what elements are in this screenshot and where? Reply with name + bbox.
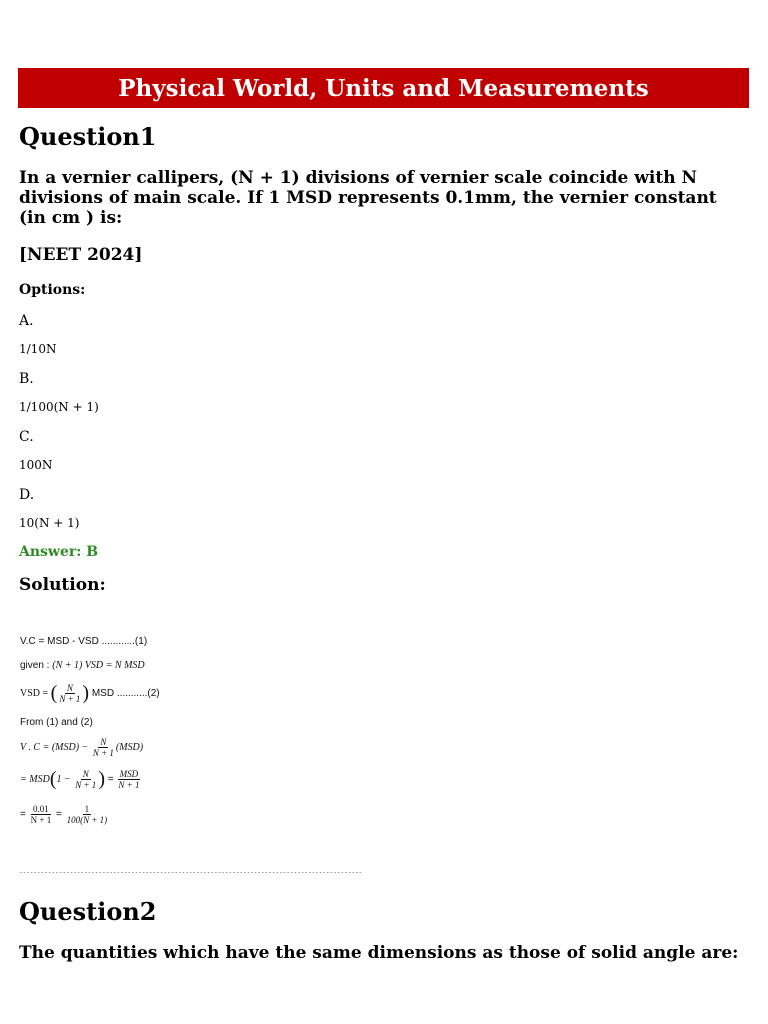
answer-label: Answer: B	[19, 544, 99, 560]
option-b-letter: B.	[19, 371, 34, 387]
solution-line-6-mid: 1 −	[56, 774, 74, 786]
solution-line-5-fraction	[91, 737, 116, 758]
solution-line-7	[20, 804, 109, 825]
solution-line-5	[20, 737, 143, 758]
solution-figure	[20, 632, 200, 837]
fraction-denominator: N + 1	[30, 815, 52, 825]
solution-title: Solution:	[19, 575, 106, 595]
fraction-numerator: N	[100, 737, 107, 747]
fraction-numerator: N	[66, 683, 73, 693]
exam-tag: [NEET 2024]	[19, 245, 143, 265]
solution-line-6: = MSD(1 − $\frac{N}{N + 1}$ ) = $\frac{\text{MSD}}{N + 1}$	[20, 768, 140, 790]
solution-line-5-lhs: V . C = (MSD) −	[20, 742, 91, 754]
question1-title: Question1	[19, 122, 157, 151]
fraction-denominator: N + 1	[118, 780, 140, 790]
section-divider: -----------------------------------------------------------------------------------------------	[19, 869, 363, 876]
fraction-numerator: 0.01	[33, 804, 49, 814]
fraction-numerator: N	[82, 769, 89, 779]
solution-line-2-label: given :	[20, 660, 53, 671]
fraction-numerator: MSD	[119, 769, 139, 779]
solution-line-6-fraction-a	[73, 769, 98, 790]
solution-line-7-fraction-b	[65, 804, 110, 825]
option-c-text: 100N	[19, 458, 53, 472]
page-title: Physical World, Units and Measurements	[118, 74, 649, 102]
fraction-denominator: N + 1	[75, 780, 97, 790]
solution-line-7-equals-2: =	[53, 809, 65, 821]
solution-line-5-rhs: (MSD)	[115, 742, 144, 754]
solution-line-3-rhs: MSD ...........(2)	[89, 688, 160, 700]
option-c-letter: C.	[19, 429, 34, 445]
options-label: Options:	[19, 282, 86, 298]
question1-text: In a vernier callipers, (N + 1) divisions of vernier scale coincide with N divisions of main scale. If 1 MSD represents 0.1mm, the vernier constant (in cm ) is:	[19, 168, 717, 228]
solution-line-7-fraction-a	[29, 804, 54, 825]
question2-title: Question2	[19, 897, 157, 926]
option-b-text: 1/100(N + 1)	[19, 400, 99, 414]
solution-line-6-equals: =	[104, 774, 117, 786]
fraction-denominator: N + 1	[92, 748, 114, 758]
fraction-denominator: 100(N + 1)	[66, 815, 108, 825]
solution-line-1: V.C = MSD - VSD ............(1)	[20, 636, 148, 647]
question2-text: The quantities which have the same dimensions as those of solid angle are:	[19, 943, 739, 963]
solution-line-3-lhs: VSD =	[20, 688, 51, 700]
solution-line-3: VSD = ( $\frac{N}{N + 1}$ ) MSD ...........(2)	[20, 682, 160, 704]
solution-line-4: From (1) and (2)	[20, 717, 93, 728]
option-d-text: 10(N + 1)	[19, 516, 80, 530]
solution-line-2	[20, 660, 145, 671]
option-a-letter: A.	[19, 313, 34, 329]
option-d-letter: D.	[19, 487, 35, 503]
solution-line-6-fraction-b	[116, 769, 141, 790]
page-header-banner	[18, 68, 749, 108]
solution-line-2-eq: (N + 1) VSD = N MSD	[52, 660, 145, 671]
solution-line-7-equals: =	[20, 809, 29, 821]
fraction-denominator: N + 1	[59, 694, 81, 704]
solution-line-6-lhs: = MSD	[20, 774, 50, 786]
solution-line-3-fraction	[57, 683, 82, 704]
option-a-text: 1/10N	[19, 342, 57, 356]
fraction-numerator: 1	[84, 804, 90, 814]
